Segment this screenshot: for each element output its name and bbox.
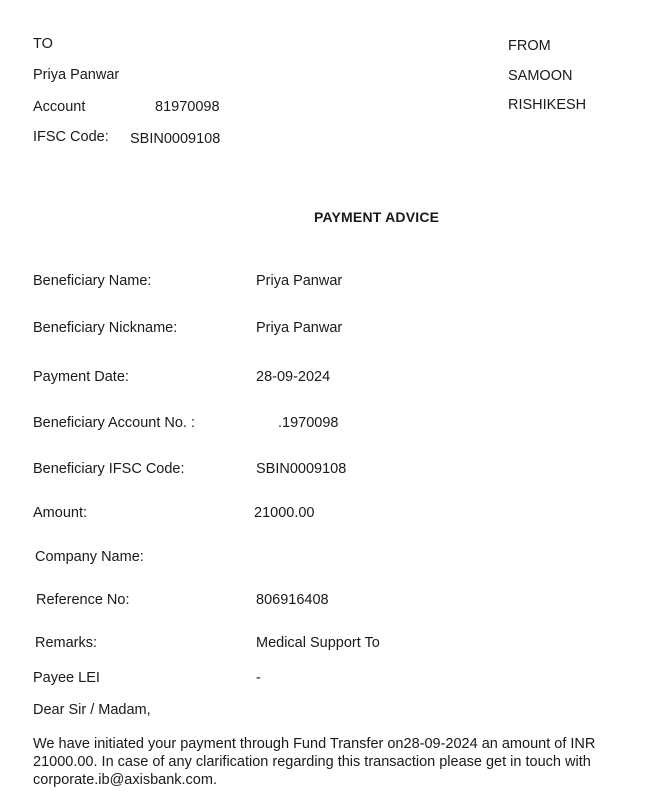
to-account-value: 81970098 — [155, 99, 220, 115]
field-value-payment-date: 28-09-2024 — [256, 369, 331, 385]
field-label-reference-no: Reference No: — [36, 592, 130, 608]
message-paragraph: We have initiated your payment through Fund Transfer on28-09-2024 an amount of INR 21000.00. In case of any clarification regarding this transaction please get in touch with corporate.ib@axisbank.com. — [33, 736, 596, 788]
field-value-ifsc-code: SBIN0009108 — [256, 461, 347, 477]
field-value-payee-lei: - — [256, 670, 261, 686]
to-ifsc-label: IFSC Code: — [33, 129, 109, 145]
field-value-beneficiary-nickname: Priya Panwar — [256, 320, 343, 336]
field-label-account-no: Beneficiary Account No. : — [33, 415, 195, 431]
to-name: Priya Panwar — [33, 67, 120, 83]
field-label-beneficiary-name: Beneficiary Name: — [33, 273, 152, 289]
field-value-amount: 21000.00 — [254, 505, 315, 521]
to-label: TO — [33, 36, 53, 52]
field-label-payment-date: Payment Date: — [33, 369, 129, 385]
field-value-reference-no: 806916408 — [256, 592, 329, 608]
to-account-label: Account — [33, 99, 86, 115]
field-label-amount: Amount: — [33, 505, 87, 521]
from-line-1: SAMOON — [508, 68, 573, 84]
field-value-beneficiary-name: Priya Panwar — [256, 273, 343, 289]
greeting: Dear Sir / Madam, — [33, 702, 151, 718]
field-label-payee-lei: Payee LEI — [33, 670, 100, 686]
to-ifsc-value: SBIN0009108 — [130, 131, 221, 147]
field-label-remarks: Remarks: — [35, 635, 98, 651]
field-label-company-name: Company Name: — [35, 549, 144, 565]
field-value-remarks: Medical Support To — [256, 635, 380, 651]
from-label: FROM — [508, 38, 551, 54]
from-line-2: RISHIKESH — [508, 97, 587, 113]
field-value-account-no: .1970098 — [278, 415, 339, 431]
field-label-ifsc-code: Beneficiary IFSC Code: — [33, 461, 185, 477]
document-title: PAYMENT ADVICE — [314, 209, 440, 225]
field-label-beneficiary-nickname: Beneficiary Nickname: — [33, 320, 178, 336]
